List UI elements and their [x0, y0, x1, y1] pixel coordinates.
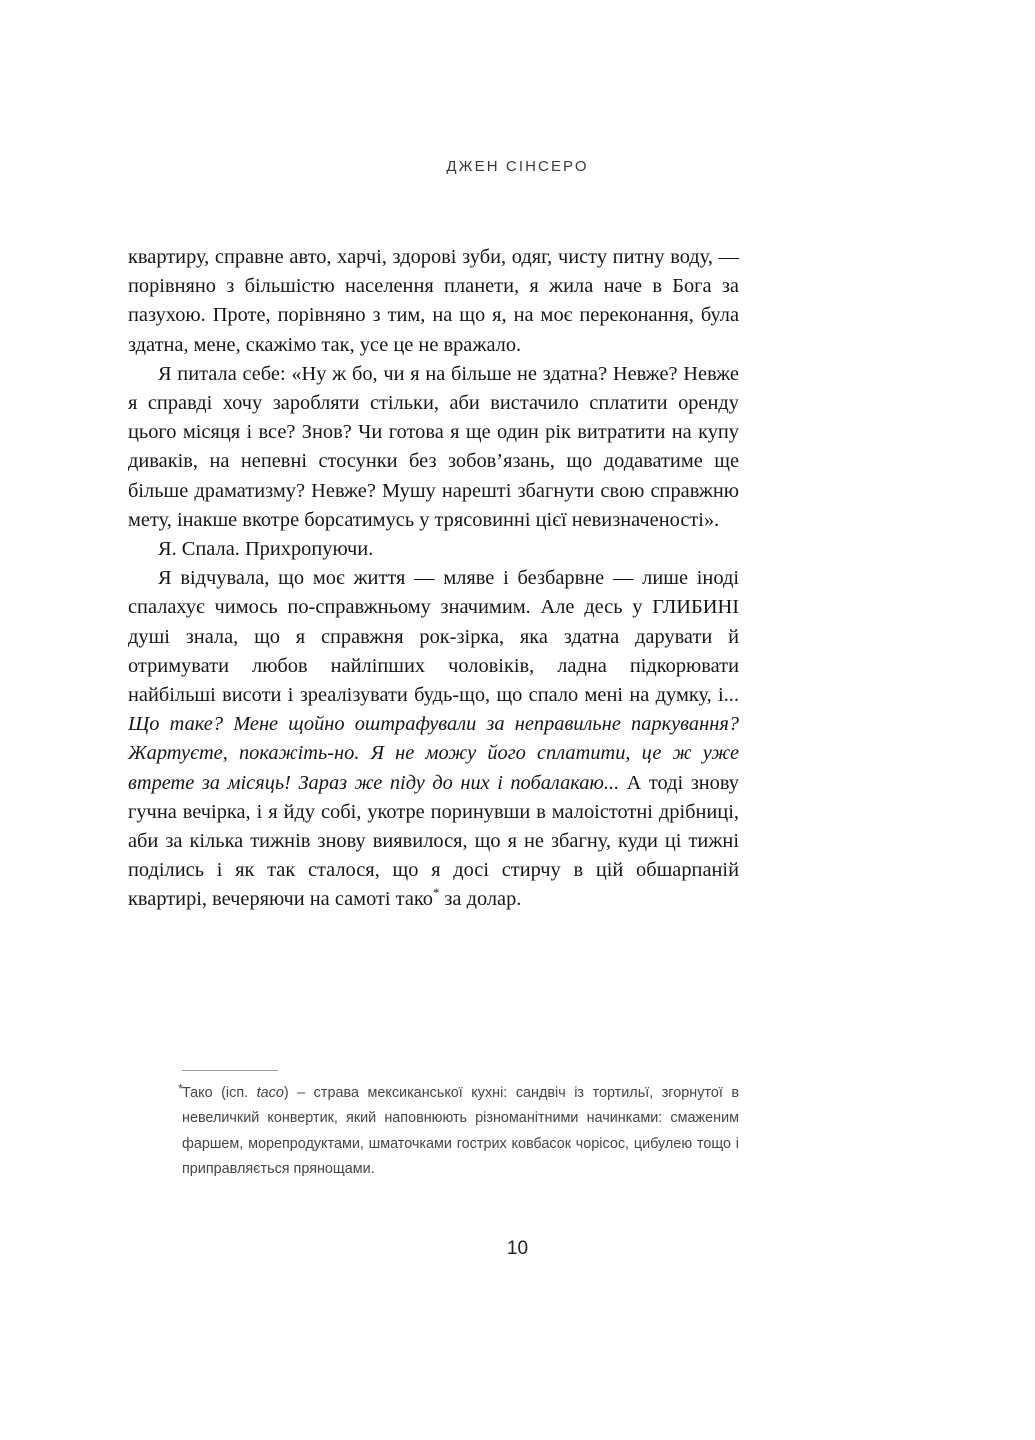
footnote-rest: ) – страва мексиканської кухні: сандвіч із тортильї, згорнутої в невеличкий конвертик, який наповнюють різноманітними начинками: смаженим фаршем, морепродуктами, шматочками гострих ковбасок чорісос, цибулею тощо і приправляється прянощами. — [182, 1085, 739, 1177]
footnote-italic-term: taco — [256, 1085, 284, 1101]
footnote-lead: Тако (ісп. — [182, 1085, 257, 1101]
paragraph-4-run-italic: Що таке? Мене щойно оштрафували за неправильне паркування? Жартуєте, покажіть-но. Я не можу його сплатити, це ж уже втрете за місяць! Зараз же піду до них і побалакаю... — [128, 713, 739, 794]
footnote-reference-marker: * — [432, 886, 440, 901]
paragraph-4-run-roman-1: Я відчувала, що моє життя — мляве і безбарвне — лише іноді спалахує чимось по-справжньому значимим. Але десь у ГЛИБИНІ душі знала, що я справжня рок-зірка, яка здатна дарувати й отримувати любов найліпших чоловіків, ладна підкорювати найбільші висоти і зреалізувати будь-що, що спало мені на думку, і... — [128, 567, 739, 707]
page-number: 10 — [506, 1238, 529, 1259]
running-head: ДЖЕН СІНСЕРО — [446, 158, 589, 175]
footnote-block — [128, 1062, 739, 1182]
paragraph-1: квартиру, справне авто, харчі, здорові зуби, одяг, чисту питну воду, — порівняно з більшістю населення планети, я жила наче в Бога за пазухою. Проте, порівняно з тим, на що я, на моє переконання, була здатна, мене, скажімо так, усе це не вражало. — [128, 246, 739, 356]
footnote-text — [182, 1081, 739, 1182]
paragraph-4-run-roman-3: за долар. — [439, 888, 522, 911]
paragraph-3: Я. Спала. Прихропуючи. — [158, 538, 374, 561]
paragraph-2: Я питала себе: «Ну ж бо, чи я на більше не здатна? Невже? Невже я справді хочу заробляти стільки, аби вистачило сплатити оренду цього місяця і все? Знов? Чи готова я ще один рік витратити на купу диваків, на непевні стосунки без зобов’язань, що додаватиме ще більше драматизму? Невже? Мушу нарешті збагнути свою справжню мету, інакше вкотре борсатимусь у трясовинні цієї невизначеності». — [128, 362, 739, 531]
footnote-body — [128, 1062, 739, 1182]
body-text-column — [128, 243, 739, 915]
paragraph-4 — [128, 564, 739, 914]
paragraph-4-run-roman-2: А тоді знову гучна вечірка, і я йду собі, укотре поринувши в малоістотні дрібниці, аби за кілька тижнів знову виявилося, що я не збагну, куди ці тижні поділись і як так сталося, що я досі стирчу в цій обшарпаній квартирі, вечеряючи на самоті тако — [128, 771, 739, 911]
footnote-marker: * — [178, 1081, 184, 1096]
